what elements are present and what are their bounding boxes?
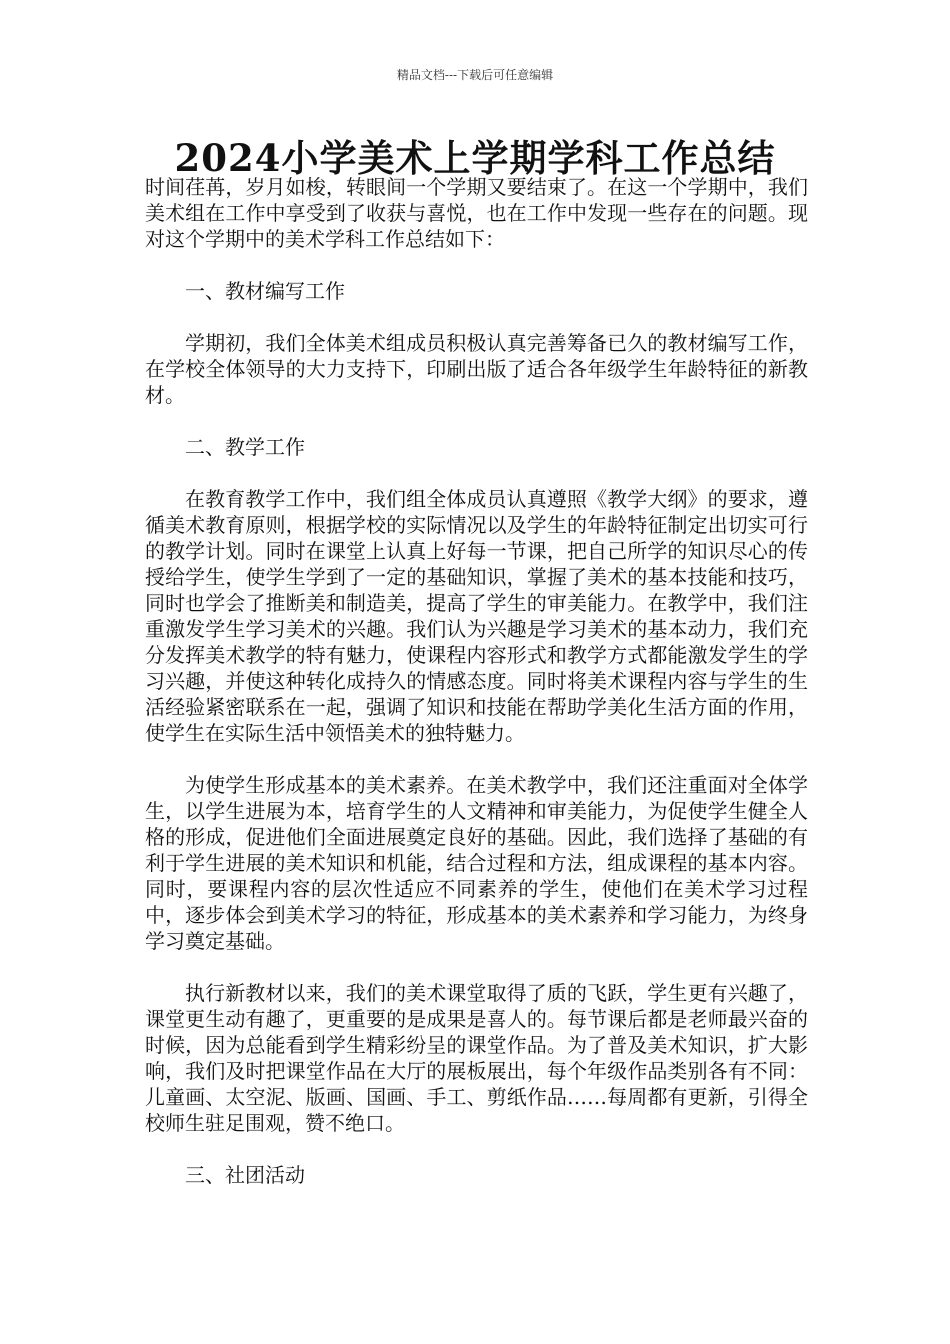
paragraph-teaching: 在教育教学工作中，我们组全体成员认真遵照《教学大纲》的要求，遵循美术教育原则，根据学校的实际情况以及学生的年龄特征制定出切实可行的教学计划。同时在课堂上认真上好每一节课，把自己所学的知识尽心的传授给学生，使学生学到了一定的基础知识，掌握了美术的基本技能和技巧，同时也学会了推断美和制造美，提高了学生的审美能力。在教学中，我们注重激发学生学习美术的兴趣。我们认为兴趣是学习美术的基本动力，我们充分发挥美术教学的特有魅力，使课程内容形式和教学方式都能激发学生的学习兴趣，并使这种转化成持久的情感态度。同时将美术课程内容与学生的生活经验紧密联系在一起，强调了知识和技能在帮助学美化生活方面的作用，使学生在实际生活中领悟美术的独特魅力。 <box>145 487 808 745</box>
section-heading-2: 二、教学工作 <box>185 435 305 459</box>
section-heading-1: 一、教材编写工作 <box>185 279 345 303</box>
paragraph-textbook: 学期初，我们全体美术组成员积极认真完善筹备已久的教材编写工作，在学校全体领导的大力支持下，印刷出版了适合各年级学生年龄特征的新教材。 <box>145 331 808 407</box>
paragraph-literacy: 为使学生形成基本的美术素养。在美术教学中，我们还注重面对全体学生，以学生进展为本，培育学生的人文精神和审美能力，为促使学生健全人格的形成，促进他们全面进展奠定良好的基础。因此，我们选择了基础的有利于学生进展的美术知识和机能，结合过程和方法，组成课程的基本内容。同时，要课程内容的层次性适应不同素养的学生，使他们在美术学习过程中，逐步体会到美术学习的特征，形成基本的美术素养和学习能力，为终身学习奠定基础。 <box>145 773 808 953</box>
page-header: 精品文档---下载后可任意编辑 <box>396 68 554 82</box>
document-title: 2024小学美术上学期学科工作总结 <box>174 136 776 180</box>
section-heading-3: 三、社团活动 <box>185 1163 305 1187</box>
intro-paragraph: 时间荏苒，岁月如梭，转眼间一个学期又要结束了。在这一个学期中，我们美术组在工作中享受到了收获与喜悦，也在工作中发现一些存在的问题。现对这个学期中的美术学科工作总结如下： <box>145 175 808 251</box>
paragraph-new-textbook: 执行新教材以来，我们的美术课堂取得了质的飞跃，学生更有兴趣了，课堂更生动有趣了，更重要的是成果是喜人的。每节课后都是老师最兴奋的时候，因为总能看到学生精彩纷呈的课堂作品。为了普及美术知识，扩大影响，我们及时把课堂作品在大厅的展板展出，每个年级作品类别各有不同：儿童画、太空泥、版画、国画、手工、剪纸作品……每周都有更新，引得全校师生驻足围观，赞不绝口。 <box>145 981 808 1135</box>
document-body <box>145 174 808 1188</box>
